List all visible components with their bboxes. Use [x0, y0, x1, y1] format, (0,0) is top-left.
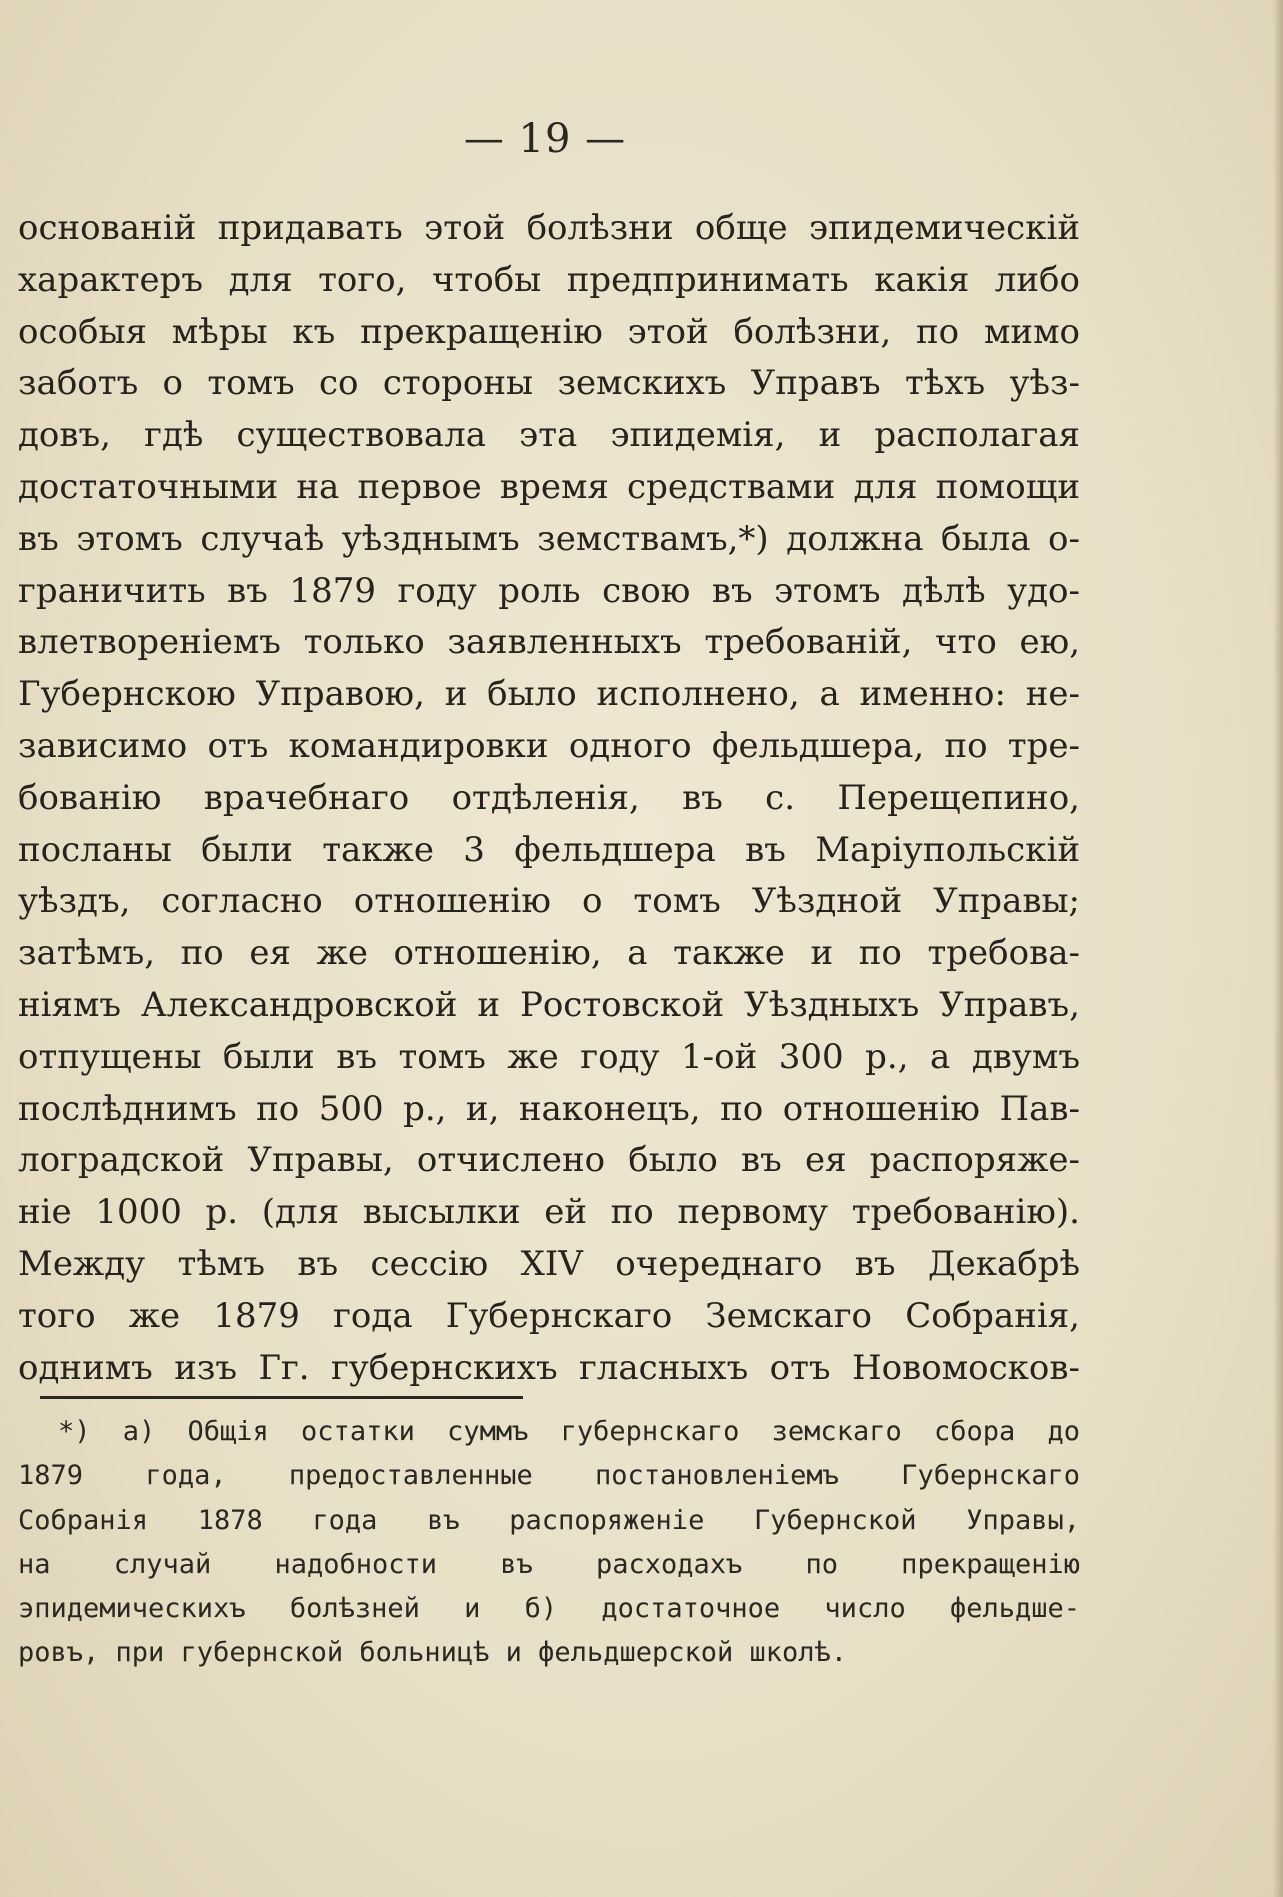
text-line: особыя мѣры къ прекращенію этой болѣзни, по мимо [18, 311, 1080, 352]
text-line: того же 1879 года Губернскаго Земскаго Собранія, [18, 1295, 1080, 1336]
footnote-separator [40, 1396, 523, 1399]
text-line: уѣздъ, согласно отношенію о томъ Уѣздной Управы; [18, 881, 1080, 922]
footnote-line: 1879 года, предоставленные постановленіемъ Губернскаго [18, 1460, 1080, 1492]
text-line: граничить въ 1879 году роль свою въ этомъ дѣлѣ удо- [18, 570, 1080, 611]
text-line: заботъ о томъ со стороны земскихъ Управъ тѣхъ уѣз- [18, 363, 1080, 404]
text-line: ніямъ Александровской и Ростовской Уѣздныхъ Управъ, [18, 984, 1080, 1025]
text-line: послѣднимъ по 500 р., и, наконецъ, по отношенію Пав- [18, 1088, 1080, 1129]
text-line: лоградской Управы, отчислено было въ ея распоряже- [18, 1140, 1080, 1181]
footnote-line: *) а) Общія остатки суммъ губернскаго земскаго сбора до [58, 1416, 1080, 1447]
text-line: посланы были также 3 фельдшера въ Маріупольскій [18, 829, 1080, 870]
text-line: бованію врачебнаго отдѣленія, въ с. Перещепино, [18, 777, 1080, 818]
text-line: достаточными на первое время средствами для помощи [18, 466, 1080, 507]
text-line: однимъ изъ Гг. губернскихъ гласныхъ отъ Новомосков- [18, 1347, 1080, 1388]
body-text [18, 203, 1080, 1394]
text-line: основаній придавать этой болѣзни обще эпидемическій [18, 208, 1080, 248]
text-line: Губернскою Управою, и было исполнено, а именно: не- [18, 674, 1080, 715]
text-line: затѣмъ, по ея же отношенію, а также и по требова- [18, 933, 1080, 974]
text-line: влетвореніемъ только заявленныхъ требованій, что ею, [18, 622, 1080, 663]
text-line: зависимо отъ командировки одного фельдшера, по тре- [18, 725, 1080, 766]
footnote-line: на случай надобности въ расходахъ по прекращенію [18, 1548, 1080, 1580]
text-line: отпущены были въ томъ же году 1-ой 300 р., а двумъ [18, 1036, 1080, 1077]
page-edge-shadow [1273, 0, 1283, 1897]
text-line: довъ, гдѣ существовала эта эпидемія, и располагая [18, 415, 1080, 456]
footnote [18, 1410, 1080, 1676]
footnote-line: ровъ, при губернской больницѣ и фельдшерской школѣ. [18, 1637, 848, 1669]
text-line: Между тѣмъ въ сессію XIV очереднаго въ Декабрѣ [18, 1243, 1080, 1284]
text-line: ніе 1000 р. (для высылки ей по первому требованію). [18, 1192, 1080, 1233]
footnote-line: эпидемическихъ болѣзней и б) достаточное число фельдше- [18, 1593, 1080, 1625]
text-line: въ этомъ случаѣ уѣзднымъ земствамъ,*) должна была о- [18, 518, 1080, 559]
footnote-line: Собранія 1878 года въ распоряженіе Губернской Управы, [18, 1504, 1080, 1536]
page-number: — 19 — [463, 116, 627, 162]
text-line: характеръ для того, чтобы предпринимать какія либо [18, 259, 1080, 300]
